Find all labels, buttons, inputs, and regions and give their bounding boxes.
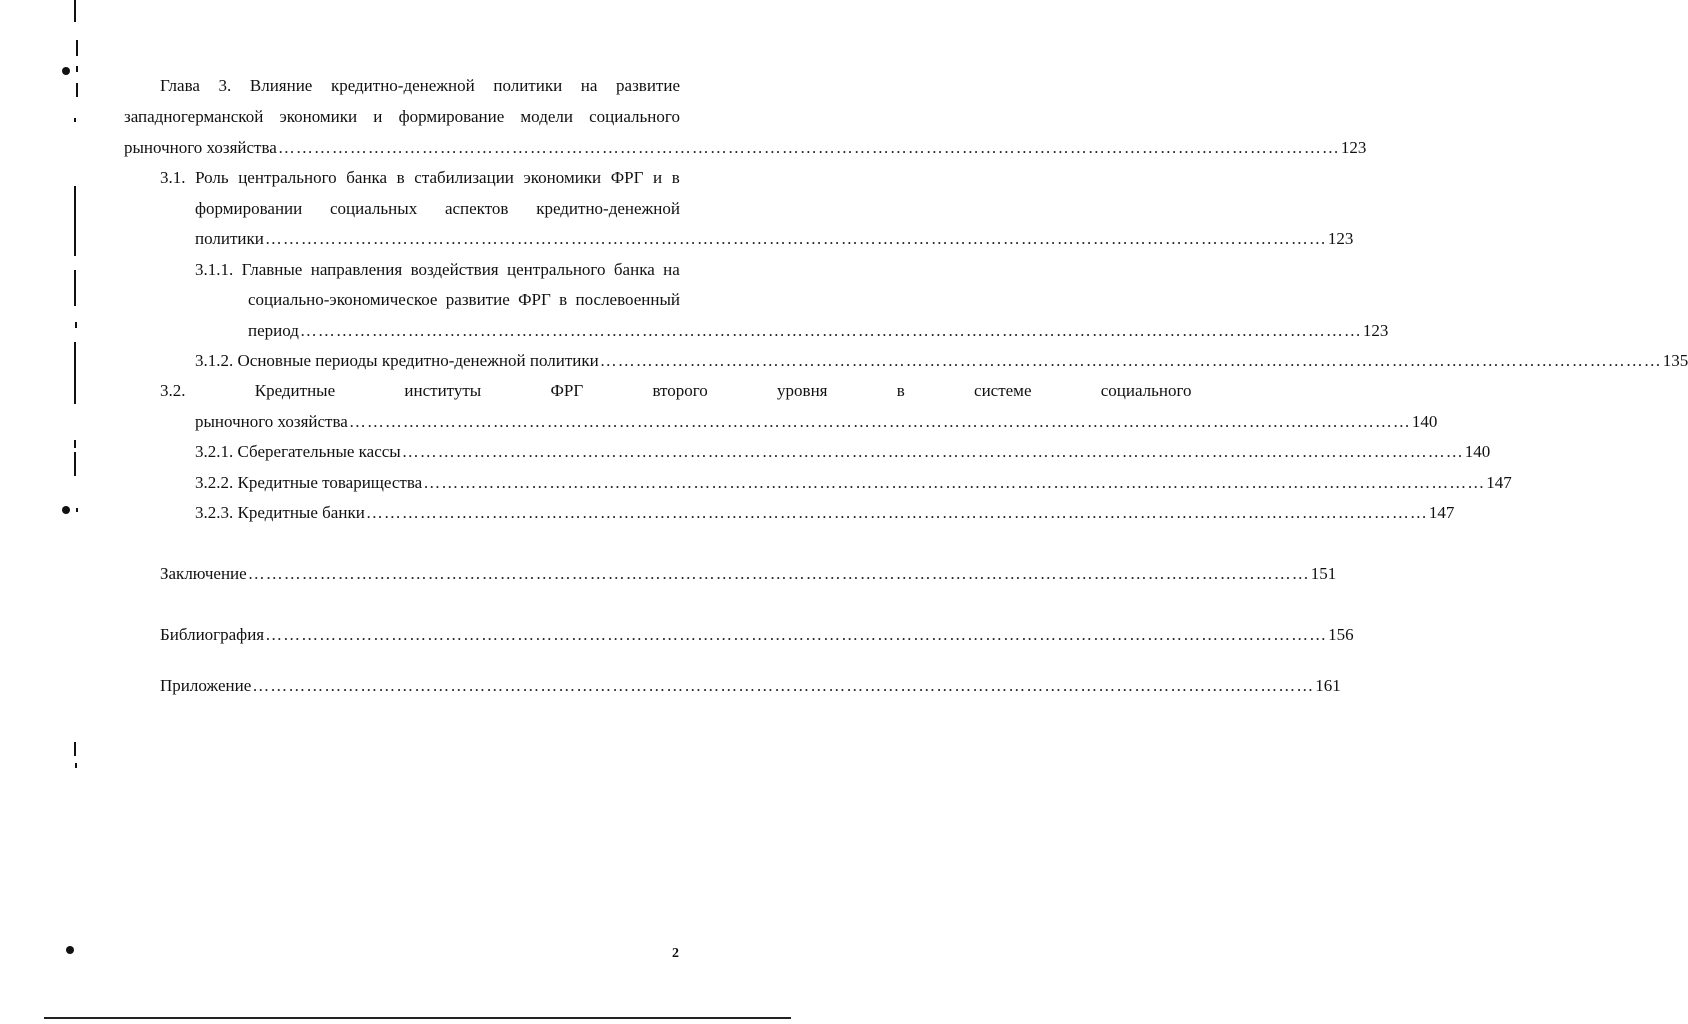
section-3-2-1-entry [195, 442, 1491, 462]
section-3-1-line-1 [160, 168, 680, 188]
entry-title: 3.2.3. Кредитные банки [195, 503, 365, 522]
scan-mark [74, 440, 76, 448]
page-ref: 140 [1411, 412, 1438, 431]
scan-mark [76, 83, 78, 97]
word: аспектов [444, 199, 509, 218]
scan-mark [76, 40, 78, 56]
page-number: 2 [672, 946, 679, 961]
word: послевоенный [575, 290, 680, 309]
scan-mark [75, 763, 77, 768]
binder-hole-dot [62, 67, 70, 75]
word: Глава [160, 76, 200, 95]
word: кредитно-денежной [330, 76, 475, 95]
section-3-1-entry [195, 229, 1354, 249]
word: социально-экономическое [248, 290, 438, 309]
scan-mark [74, 0, 76, 22]
section-3-2-entry [195, 412, 1438, 432]
dot-leader [265, 625, 1327, 645]
word: Влияние [249, 76, 313, 95]
word: ФРГ [518, 290, 551, 309]
chapter-3-line-2 [124, 107, 680, 127]
scan-mark [76, 66, 78, 72]
page-ref: 151 [1310, 564, 1337, 583]
page-ref: 156 [1328, 625, 1354, 644]
binder-hole-dot [62, 506, 70, 514]
appendix-entry [160, 676, 1341, 696]
page-ref: 161 [1315, 676, 1341, 695]
word: в [559, 290, 568, 309]
page-ref: 135 [1662, 351, 1688, 370]
entry-title: 3.2. Кредитные институты ФРГ второго уровня в системе социального [160, 381, 1192, 400]
section-3-2-line-1 [160, 381, 1192, 401]
section-3-2-3-entry [195, 503, 1455, 523]
section-3-2-2-entry [195, 473, 1512, 493]
word: экономики [279, 107, 358, 126]
dot-leader [252, 676, 1314, 696]
word: кредитно-денежной [536, 199, 680, 218]
dot-leader [423, 473, 1485, 493]
page-ref: 123 [1362, 321, 1389, 340]
bibliography-entry [160, 625, 1354, 645]
scan-mark [74, 186, 76, 256]
section-3-1-1-line-1 [195, 260, 680, 280]
entry-title: рыночного хозяйства [195, 412, 348, 431]
entry-title: 3.2.1. Сберегательные кассы [195, 442, 401, 461]
dot-leader [402, 442, 1464, 462]
word: социальных [330, 199, 418, 218]
binder-hole-dot [66, 946, 74, 954]
entry-title: политики [195, 229, 264, 248]
word: формирование [398, 107, 505, 126]
entry-title: 3.2.2. Кредитные товарищества [195, 473, 423, 492]
entry-title: Библиография [160, 625, 265, 644]
scan-bottom-edge [44, 1017, 791, 1019]
word: и [373, 107, 383, 126]
word: политики [493, 76, 563, 95]
scan-mark [74, 118, 76, 122]
entry-title: 3.1. Роль центрального банка в стабилизации экономики ФРГ и в [160, 168, 680, 187]
section-3-1-1-line-2 [248, 290, 680, 310]
entry-title: 3.1.1. Главные направления воздействия центрального банка на [195, 260, 680, 279]
scan-mark [76, 508, 78, 512]
page-ref: 123 [1327, 229, 1354, 248]
entry-title: Приложение [160, 676, 252, 695]
entry-title: 3.1.2. Основные периоды кредитно-денежной политики [195, 351, 599, 370]
chapter-3-entry [124, 138, 1367, 158]
dot-leader [600, 351, 1662, 371]
entry-title: Заключение [160, 564, 247, 583]
dot-leader [278, 138, 1340, 158]
scan-mark [74, 452, 76, 476]
word: развитие [445, 290, 510, 309]
scan-mark [74, 270, 76, 306]
page-ref: 147 [1428, 503, 1455, 522]
word: на [580, 76, 598, 95]
word: развитие [616, 76, 680, 95]
entry-title: рыночного хозяйства [124, 138, 277, 157]
scan-mark [74, 342, 76, 404]
word: 3. [218, 76, 232, 95]
word: модели [520, 107, 573, 126]
page-ref: 147 [1486, 473, 1512, 492]
dot-leader [248, 564, 1310, 584]
dot-leader [366, 503, 1428, 523]
dot-leader [349, 412, 1411, 432]
section-3-1-1-entry [248, 321, 1389, 341]
dot-leader [300, 321, 1362, 341]
page-ref: 140 [1464, 442, 1491, 461]
chapter-3-line-1 [160, 76, 680, 96]
entry-title: период [248, 321, 299, 340]
word: формировании [195, 199, 303, 218]
word: западногерманской [124, 107, 264, 126]
conclusion-entry [160, 564, 1337, 584]
scan-mark [74, 742, 76, 756]
dot-leader [265, 229, 1327, 249]
scan-mark [75, 322, 77, 328]
word: социального [589, 107, 680, 126]
section-3-1-2-entry [195, 351, 1688, 371]
page-ref: 123 [1340, 138, 1367, 157]
section-3-1-line-2 [195, 199, 680, 219]
